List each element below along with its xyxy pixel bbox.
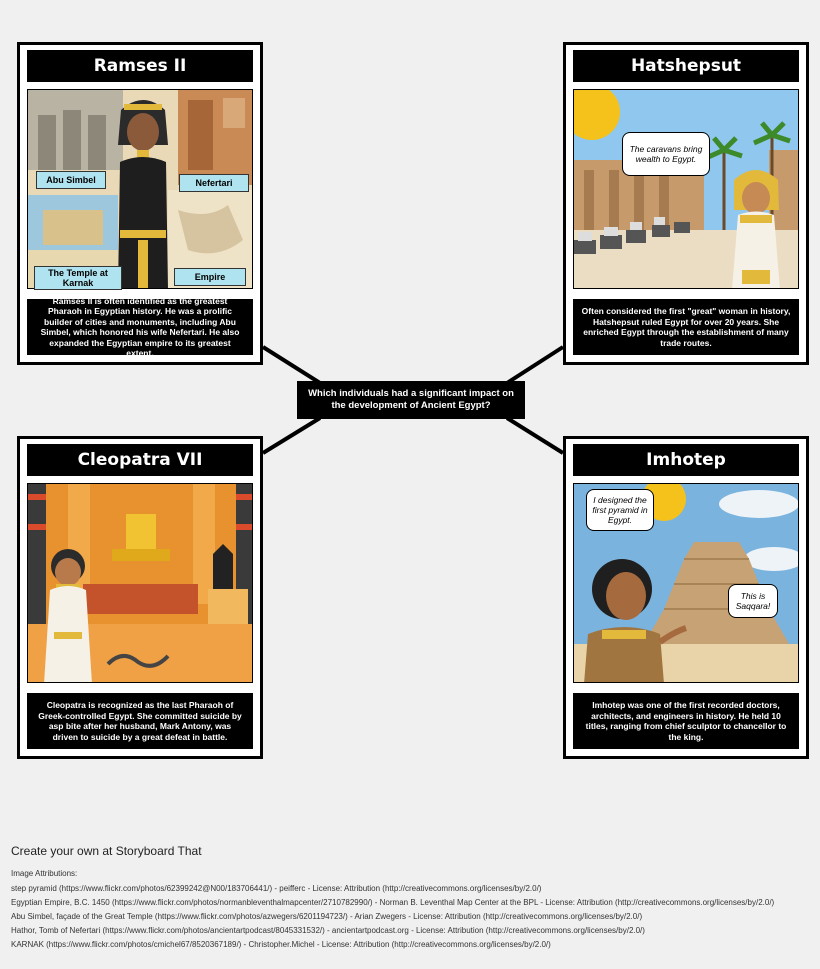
attribution-line: KARNAK (https://www.flickr.com/photos/cmichel67/8520367189/) - Christopher.Michel - License: Attribution (http://creativecommons.org/licenses/by/2.0/) — [11, 940, 551, 949]
central-question: Which individuals had a significant impact on the development of Ancient Egypt? — [297, 381, 525, 419]
cleopatra-scene-illustration — [28, 484, 253, 683]
hatshepsut-scene-image — [573, 89, 799, 289]
card-title: Imhotep — [573, 444, 799, 476]
speech-bubble-caravans: The caravans bring wealth to Egypt. — [622, 132, 710, 176]
card-hatshepsut — [563, 42, 809, 365]
label-empire: Empire — [174, 268, 246, 286]
label-temple-at-karnak: The Temple at Karnak — [34, 266, 122, 290]
attribution-line: Hathor, Tomb of Nefertari (https://www.flickr.com/photos/ancientartpodcast/8045331532/) - ancientartpodcast.org - License: Attribution (http://creativecommons.org/licenses/by/2.0/) — [11, 926, 645, 935]
card-description: Ramses II is often identified as the greatest Pharaoh in Egyptian history. He was a prolific builder of cities and monuments, including Abu Simbel, which honored his wife Nefertari. He also expanded the Egyptian empire to its greatest extent. — [27, 299, 253, 355]
attribution-line: Abu Simbel, façade of the Great Temple (https://www.flickr.com/photos/azwegers/6201194723/) - Arian Zwegers - License: Attribution (http://creativecommons.org/licenses/by/2.0/) — [11, 912, 643, 921]
cleopatra-scene-image — [27, 483, 253, 683]
label-abu-simbel: Abu Simbel — [36, 171, 106, 189]
attribution-line: step pyramid (https://www.flickr.com/photos/62399242@N00/183706441/) - peifferc - License: Attribution (http://creativecommons.org/licenses/by/2.0/) — [11, 884, 542, 893]
attribution-line: Egyptian Empire, B.C. 1450 (https://www.flickr.com/photos/normanbleventhalmapcenter/2710782990/) - Norman B. Leventhal Map Center at the BPL - License: Attribution (http://creativecommons.org/licenses/by/2.0/) — [11, 898, 775, 907]
card-cleopatra-vii — [17, 436, 263, 759]
card-title: Ramses II — [27, 50, 253, 82]
card-description: Cleopatra is recognized as the last Pharaoh of Greek-controlled Egypt. She committed suicide by asp bite after her husband, Mark Antony, was driven to suicide by a great defeat in battle. — [27, 693, 253, 749]
attributions-heading: Image Attributions: — [11, 869, 78, 878]
attributions-list — [11, 882, 774, 952]
speech-bubble-saqqara: This is Saqqara! — [728, 584, 778, 618]
card-description: Often considered the first "great" woman in history, Hatshepsut ruled Egypt for over 20 years. She enriched Egypt through the establishment of many trade routes. — [573, 299, 799, 355]
hatshepsut-scene-illustration — [574, 90, 799, 289]
card-title: Cleopatra VII — [27, 444, 253, 476]
card-title: Hatshepsut — [573, 50, 799, 82]
card-description: Imhotep was one of the first recorded doctors, architects, and engineers in history. He held 10 titles, ranging from chief sculptor to chancellor to the king. — [573, 693, 799, 749]
card-imhotep — [563, 436, 809, 759]
card-ramses-ii — [17, 42, 263, 365]
speech-bubble-first-pyramid: I designed the first pyramid in Egypt. — [586, 489, 654, 531]
label-nefertari: Nefertari — [179, 174, 249, 192]
storyboard-that-cta[interactable]: Create your own at Storyboard That — [11, 844, 202, 858]
